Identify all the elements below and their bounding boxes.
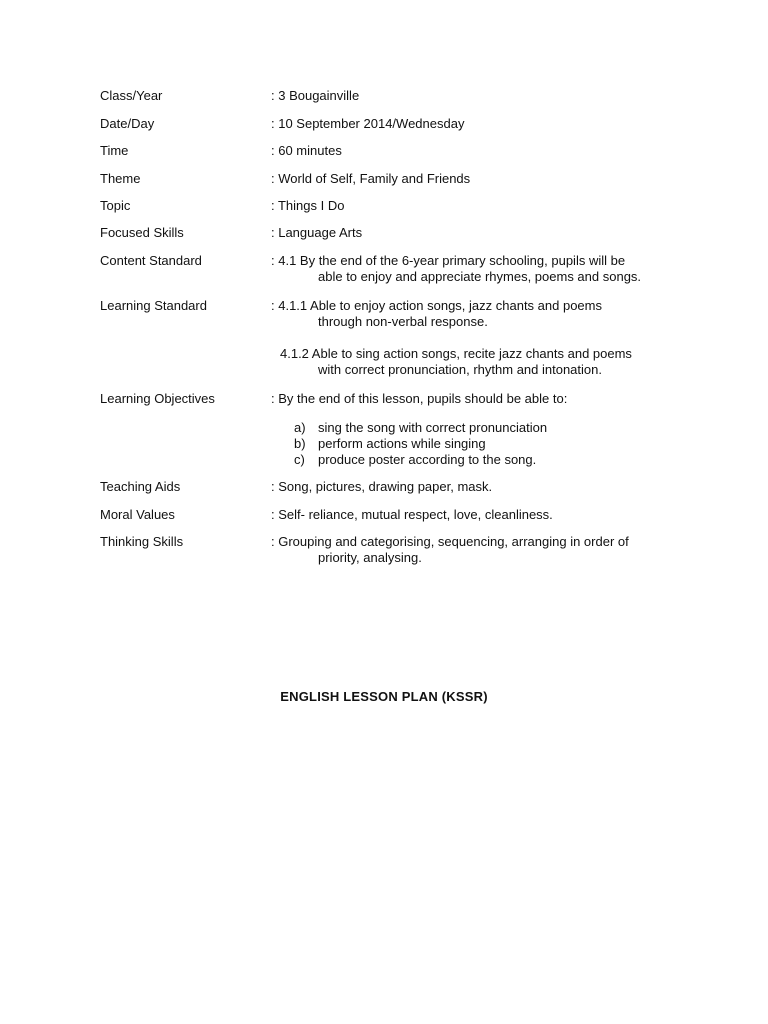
learning-standard-label: Learning Standard: [100, 298, 207, 313]
learning-standard-item-2-line-1: 4.1.2 Able to sing action songs, recite jazz chants and poems: [280, 346, 632, 361]
list-marker: b): [294, 436, 306, 451]
class-year-label: Class/Year: [100, 88, 163, 103]
content-standard-value: [271, 253, 691, 285]
theme-value: : World of Self, Family and Friends: [271, 171, 471, 186]
list-marker: c): [294, 452, 305, 467]
teaching-aids-label: Teaching Aids: [100, 479, 181, 494]
lesson-plan-title: ENGLISH LESSON PLAN (KSSR): [280, 689, 488, 704]
list-item-text: perform actions while singing: [318, 436, 486, 451]
theme-label: Theme: [100, 171, 141, 186]
time-value: : 60 minutes: [271, 143, 342, 158]
topic-label: Topic: [100, 198, 131, 213]
learning-standard-item-2-line-2: with correct pronunciation, rhythm and intonation.: [318, 362, 602, 377]
focused-skills-value: : Language Arts: [271, 225, 363, 240]
date-day-value: : 10 September 2014/Wednesday: [271, 116, 465, 131]
class-year-value: : 3 Bougainville: [271, 88, 360, 103]
moral-values-value: : Self- reliance, mutual respect, love, cleanliness.: [271, 507, 553, 522]
learning-standard-item-2: [280, 346, 700, 378]
time-label: Time: [100, 143, 129, 158]
learning-objectives-label: Learning Objectives: [100, 391, 215, 406]
list-item-text: sing the song with correct pronunciation: [318, 420, 548, 435]
content-standard-line-1: : 4.1 By the end of the 6-year primary schooling, pupils will be: [271, 253, 626, 268]
thinking-skills-line-2: priority, analysing.: [318, 550, 422, 565]
thinking-skills-line-1: : Grouping and categorising, sequencing, arranging in order of: [271, 534, 629, 549]
learning-standard-item-1-line-2: through non-verbal response.: [318, 314, 488, 329]
topic-value: : Things I Do: [271, 198, 345, 213]
list-marker: a): [294, 420, 306, 435]
moral-values-label: Moral Values: [100, 507, 175, 522]
content-standard-label: Content Standard: [100, 253, 202, 268]
content-standard-line-2: able to enjoy and appreciate rhymes, poems and songs.: [318, 269, 642, 284]
learning-standard-item-1: [271, 298, 691, 330]
focused-skills-label: Focused Skills: [100, 225, 184, 240]
list-item-text: produce poster according to the song.: [318, 452, 537, 467]
learning-objectives-intro: : By the end of this lesson, pupils should be able to:: [271, 391, 568, 406]
teaching-aids-value: : Song, pictures, drawing paper, mask.: [271, 479, 493, 494]
thinking-skills-label: Thinking Skills: [100, 534, 184, 549]
thinking-skills-value: [271, 534, 691, 566]
date-day-label: Date/Day: [100, 116, 155, 131]
learning-standard-item-1-line-1: : 4.1.1 Able to enjoy action songs, jazz chants and poems: [271, 298, 602, 313]
